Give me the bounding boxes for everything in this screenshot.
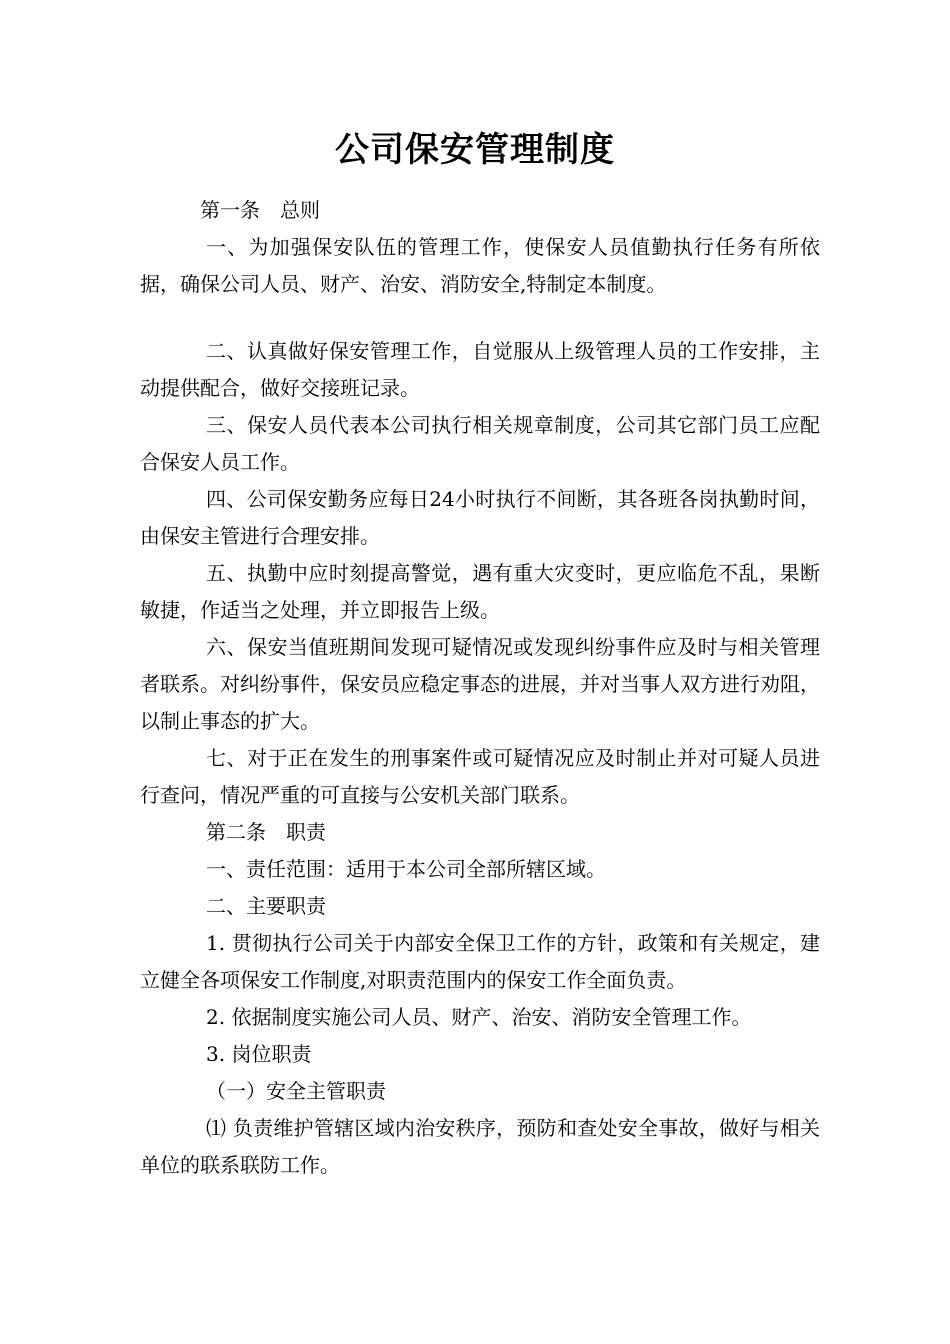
paragraph-spacer	[140, 303, 820, 333]
paragraph: 二、认真做好保安管理工作，自觉服从上级管理人员的工作安排，主动提供配合，做好交接班记录。	[140, 339, 820, 400]
paragraph: ⑴ 负责维护管辖区域内治安秩序，预防和查处安全事故，做好与相关单位的联系联防工作。	[140, 1116, 820, 1177]
article-heading: 第二条 职责	[206, 820, 326, 844]
article-heading: 第一条 总则	[200, 198, 320, 222]
paragraph: 二、主要职责	[206, 894, 326, 918]
paragraph: 一、责任范围：适用于本公司全部所辖区域。	[206, 857, 606, 881]
document-title: 公司保安管理制度	[335, 130, 615, 170]
paragraph: 一、为加强保安队伍的管理工作，使保安人员值勤执行任务有所依据，确保公司人员、财产、治安、消防安全,特制定本制度。	[140, 235, 820, 296]
paragraph: 2. 依据制度实施公司人员、财产、治安、消防安全管理工作。	[206, 1005, 752, 1029]
paragraph: 1. 贯彻执行公司关于内部安全保卫工作的方针，政策和有关规定，建立健全各项保安工作制度,对职责范围内的保安工作全面负责。	[140, 931, 820, 992]
paragraph: 七、对于正在发生的刑事案件或可疑情况应及时制止并对可疑人员进行查问，情况严重的可直接与公安机关部门联系。	[140, 746, 820, 807]
paragraph: 3. 岗位职责	[206, 1042, 312, 1066]
paragraph: （一）安全主管职责	[206, 1079, 386, 1103]
document-body	[140, 192, 820, 1184]
paragraph: 五、执勤中应时刻提高警觉，遇有重大灾变时，更应临危不乱，果断敏捷，作适当之处理，并立即报告上级。	[140, 561, 820, 622]
paragraph: 六、保安当值班期间发现可疑情况或发现纠纷事件应及时与相关管理者联系。对纠纷事件，保安员应稳定事态的进展，并对当事人双方进行劝阻，以制止事态的扩大。	[140, 635, 820, 733]
paragraph: 四、公司保安勤务应每日24小时执行不间断，其各班各岗执勤时间，由保安主管进行合理安排。	[140, 487, 820, 548]
paragraph: 三、保安人员代表本公司执行相关规章制度，公司其它部门员工应配合保安人员工作。	[140, 413, 820, 474]
